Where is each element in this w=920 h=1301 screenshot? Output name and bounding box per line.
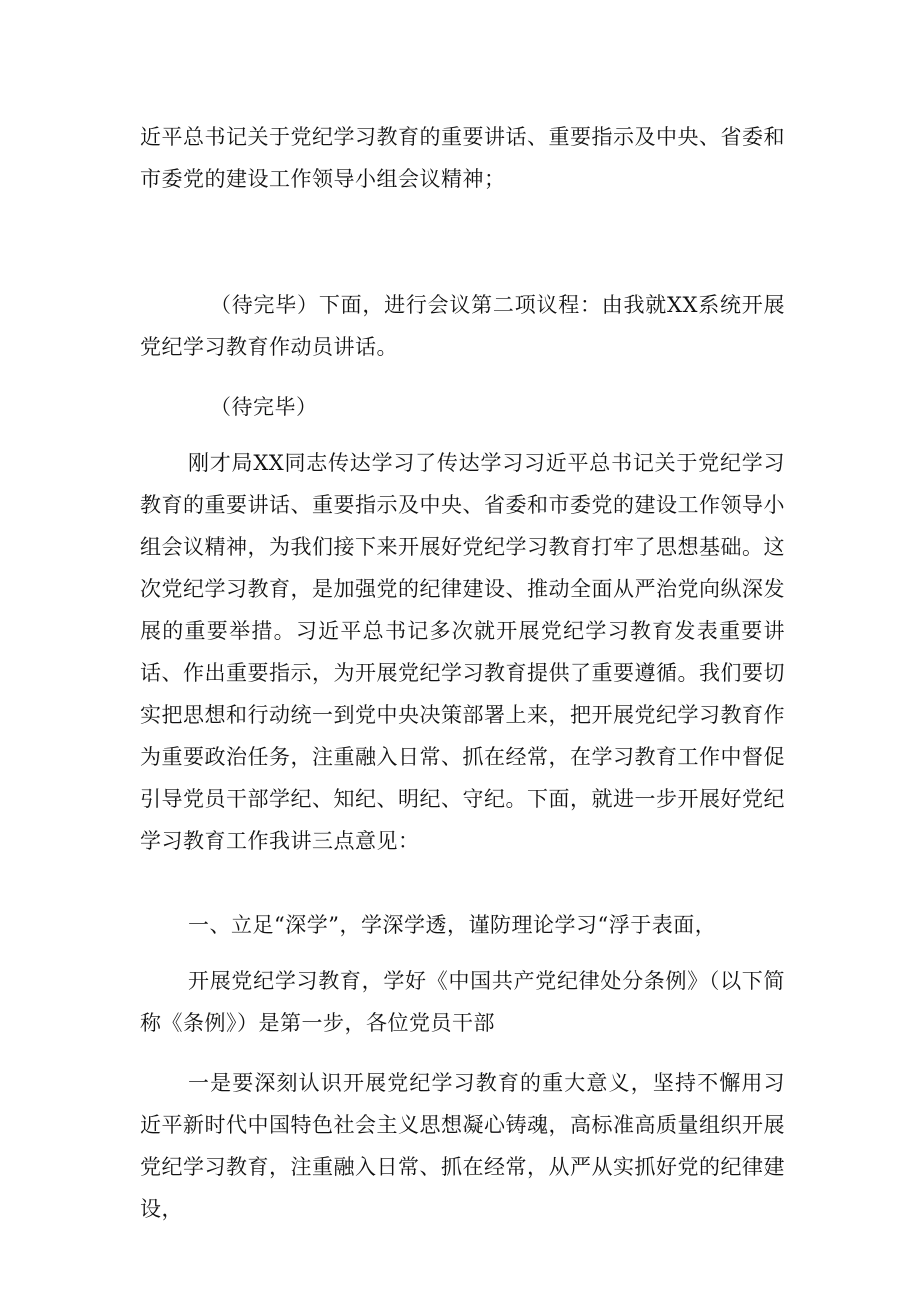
paragraph-regulations: 开展党纪学习教育，学好《中国共产党纪律处分条例》（以下简称《条例》）是第一步，各位党员干部 — [140, 969, 785, 1035]
paragraph-agenda-item: （待完毕）下面，进行会议第二项议程：由我就XX系统开展党纪学习教育作动员讲话。 — [140, 293, 785, 359]
paragraph-point-one: 一是要深刻认识开展党纪学习教育的重大意义，坚持不懈用习近平新时代中国特色社会主义思想凝心铸魂，高标准高质量组织开展党纪学习教育，注重融入日常、抓在经常，从严从实抓好党的纪律建设， — [140, 1071, 785, 1221]
paragraph-speech-opening: 刚才局XX同志传达学习了传达学习习近平总书记关于党纪学习教育的重要讲话、重要指示及中央、省委和市委党的建设工作领导小组会议精神，为我们接下来开展好党纪学习教育打牢了思想基础。这次党纪学习教育，是加强党的纪律建设、推动全面从严治党向纵深发展的重要举措。习近平总书记多次就开展党纪学习教育发表重要讲话、作出重要指示，为开展党纪学习教育提供了重要遵循。我们要切实把思想和行动统一到党中央决策部署上来，把开展党纪学习教育作为重要政治任务，注重融入日常、抓在经常，在学习教育工作中督促引导党员干部学纪、知纪、明纪、守纪。下面，就进一步开展好党纪学习教育工作我讲三点意见： — [140, 451, 785, 853]
paragraph-pending-note: （待完毕） — [210, 395, 318, 419]
section-heading-one: 一、立足“深学”，学深学透，谨防理论学习“浮于表面， — [188, 913, 717, 937]
paragraph-intro-continuation: 近平总书记关于党纪学习教育的重要讲话、重要指示及中央、省委和市委党的建设工作领导小组会议精神； — [140, 125, 785, 191]
